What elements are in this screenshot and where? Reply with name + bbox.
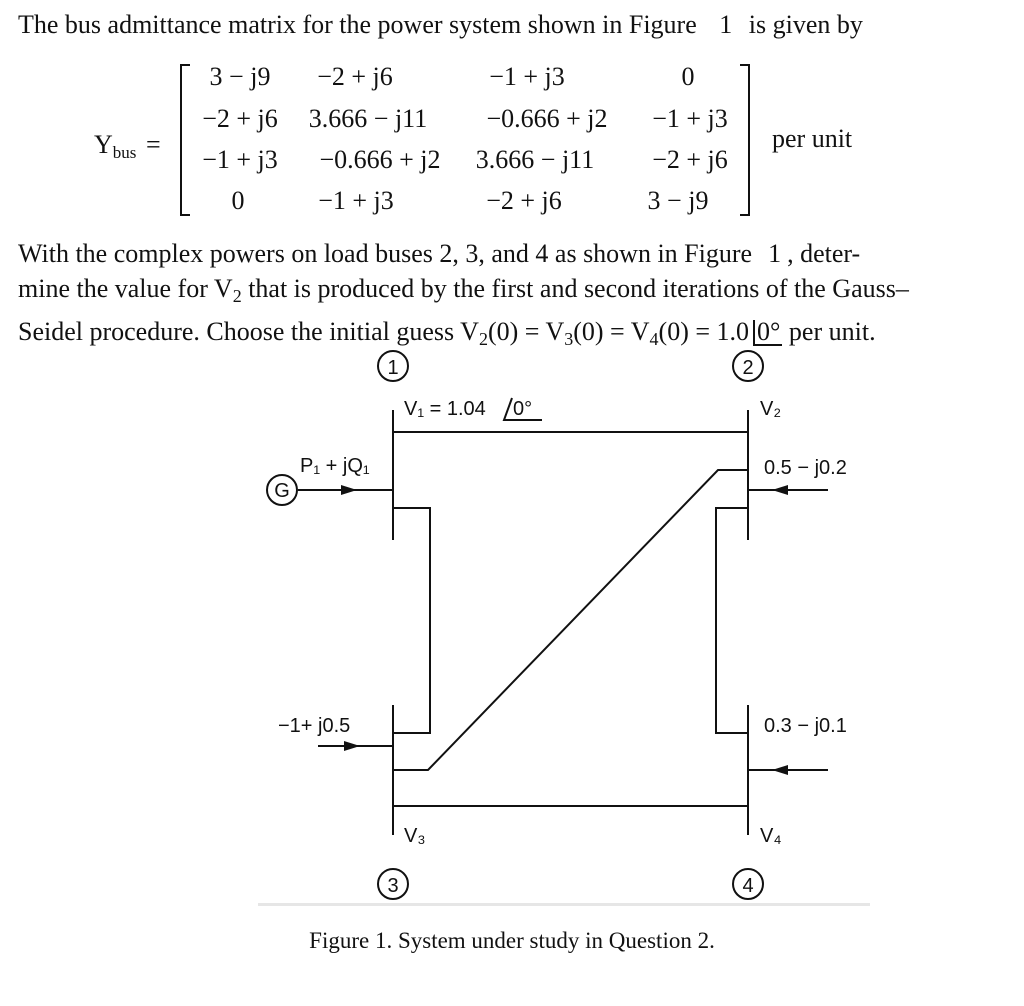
generator-power-label: P₁ + jQ₁ — [300, 455, 370, 477]
paragraph-line-1: With the complex powers on load buses 2, 3, and 4 as shown in Figure 1 , deter- — [18, 239, 861, 268]
matrix-cell: 3.666 − j11 — [308, 104, 428, 133]
matrix-cell: −2 + j6 — [486, 186, 562, 215]
v2-label: V₂ — [760, 398, 782, 420]
matrix-unit: per unit — [772, 124, 853, 153]
figure-ref: 1 — [719, 10, 733, 39]
matrix-cell: −2 + j6 — [652, 145, 728, 174]
bus-3-load-label: −1+ j0.5 — [278, 715, 351, 737]
bus-3-load-arrow-icon — [344, 741, 360, 751]
matrix-cell: 0 — [231, 186, 245, 215]
v4-label: V₄ — [760, 825, 782, 847]
matrix-cell: 3 − j9 — [647, 186, 709, 215]
intro-text-end: is given by — [748, 10, 863, 39]
matrix-cell: −0.666 + j2 — [319, 145, 441, 174]
v3-label: V₃ — [404, 825, 426, 847]
bus-1-number: 1 — [387, 357, 399, 379]
matrix-cell: 3.666 − j11 — [475, 145, 595, 174]
ybus-label: $Y_{bus}$ — [94, 130, 137, 162]
bus-4-number: 4 — [742, 875, 754, 897]
intro-text: The bus admittance matrix for the power system shown in Figure — [18, 10, 697, 39]
matrix-cell: −2 + j6 — [317, 62, 393, 91]
generator-arrow-icon — [341, 485, 357, 495]
equals-sign: = — [146, 130, 161, 159]
matrix-cell: −1 + j3 — [652, 104, 728, 133]
matrix-cell: 0 — [681, 62, 695, 91]
bus-2-number: 2 — [742, 357, 754, 379]
matrix-cell: −1 + j3 — [202, 145, 278, 174]
bus-4-load-label: 0.3 − j0.1 — [764, 715, 847, 737]
paragraph-line-3: Seidel procedure. Choose the initial guess $V_2(0) = V_3(0) = V_4(0) = 1.0$ 0° per unit. — [18, 317, 876, 349]
angle-symbol: 0° — [753, 320, 782, 346]
matrix-cell: −1 + j3 — [489, 62, 565, 91]
bus-4-load-arrow-icon — [772, 765, 788, 775]
v1-angle: 0° — [513, 398, 533, 420]
bus-3-number: 3 — [387, 875, 399, 897]
line-2-4 — [716, 508, 748, 733]
generator-label: G — [274, 480, 290, 502]
bus-2-load-label: 0.5 − j0.2 — [764, 457, 847, 479]
paragraph-line-2: mine the value for $V_2$ that is produced by the first and second iterations of the Gauss– — [18, 274, 909, 306]
matrix-cell: −1 + j3 — [318, 186, 394, 215]
bus-2-load-arrow-icon — [772, 485, 788, 495]
matrix-cell: −2 + j6 — [202, 104, 278, 133]
figure-caption: Figure 1. System under study in Question 2. — [309, 928, 715, 953]
v1-label: V₁ = 1.04 — [404, 398, 486, 420]
figure-baseline-rule — [258, 903, 870, 906]
matrix-cell: 3 − j9 — [209, 62, 271, 91]
line-2-3 — [393, 470, 748, 770]
line-1-3 — [393, 508, 430, 733]
matrix-cell: −0.666 + j2 — [486, 104, 608, 133]
